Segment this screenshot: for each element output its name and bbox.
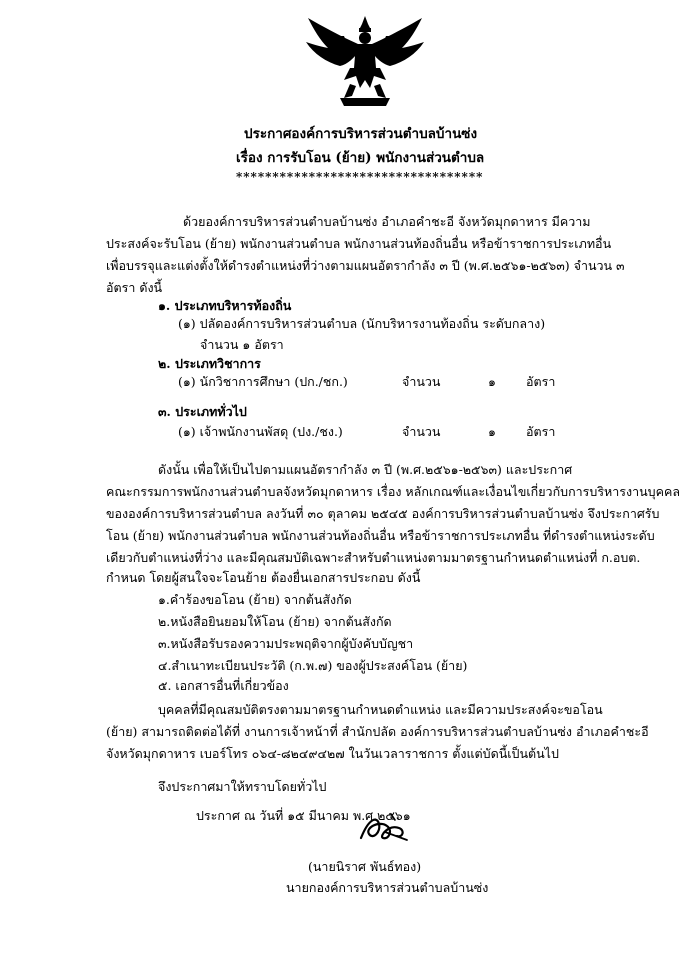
body-line-2: คณะกรรมการพนักงานส่วนตำบลจังหวัดมุกดาหาร เรื่อง หลักเกณฑ์และเงื่อนไขเกี่ยวกับการบริหารงานบุคคล <box>106 484 680 499</box>
signature-icon <box>355 810 425 850</box>
intro-line-1: ด้วยองค์การบริหารส่วนตำบลบ้านซ่ง อำเภอคำชะอี จังหวัดมุกดาหาร มีความ <box>183 214 591 229</box>
body-line-3: ขององค์การบริหารส่วนตำบล ลงวันที่ ๓๐ ตุลาคม ๒๕๔๕ องค์การบริหารส่วนตำบลบ้านซ่ง จึงประกาศรับ <box>106 506 660 521</box>
category-2-position: (๑) นักวิชาการศึกษา (ปก./ชก.) <box>178 374 348 389</box>
document-item-2: ๒.หนังสือยินยอมให้โอน (ย้าย) จากต้นสังกัด <box>158 614 392 629</box>
category-2-amount: ๑ <box>488 374 496 389</box>
body-line-4: โอน (ย้าย) พนักงานส่วนตำบล พนักงานส่วนท้องถิ่นอื่น หรือข้าราชการประเภทอื่น ที่ดำรงตำแหน่งระดับ <box>106 528 655 543</box>
category-3-position: (๑) เจ้าพนักงานพัสดุ (ปง./ชง.) <box>178 424 343 439</box>
category-1-amount: จำนวน ๑ อัตรา <box>200 337 284 352</box>
body-line-1: ดังนั้น เพื่อให้เป็นไปตามแผนอัตรากำลัง ๓ ปี (พ.ศ.๒๕๖๑-๒๕๖๓) และประกาศ <box>158 462 573 477</box>
body-line-5: เดียวกับตำแหน่งที่ว่าง และมีคุณสมบัติเฉพาะสำหรับตำแหน่งตามมาตรฐานกำหนดตำแหน่งที่ ก.อบต. <box>106 550 641 565</box>
announcement-date: ประกาศ ณ วันที่ ๑๕ มีนาคม พ.ศ.๒๕๖๑ <box>196 808 411 823</box>
document-item-3: ๓.หนังสือรับรองความประพฤติจากผู้บังคับบัญชา <box>158 636 414 651</box>
category-3-amount: ๑ <box>488 424 496 439</box>
category-2-heading: ๒. ประเภทวิชาการ <box>158 356 261 371</box>
category-1-heading: ๑. ประเภทบริหารท้องถิ่น <box>158 298 292 313</box>
intro-line-3: เพื่อบรรจุและแต่งตั้งให้ดำรงตำแหน่งที่ว่างตามแผนอัตรากำลัง ๓ ปี (พ.ศ.๒๕๖๑-๒๕๖๓) จำนวน ๓ <box>106 258 625 273</box>
category-1-position: (๑) ปลัดองค์การบริหารส่วนตำบล (นักบริหารงานท้องถิ่น ระดับกลาง) <box>178 316 546 331</box>
category-3-amount-label: จำนวน <box>402 424 441 439</box>
contact-line-2: (ย้าย) สามารถติดต่อได้ที่ งานการเจ้าหน้าที่ สำนักปลัด องค์การบริหารส่วนตำบลบ้านซ่ง อำเภอคำชะอี <box>106 724 649 739</box>
intro-line-4: อัตรา ดังนี้ <box>106 280 163 295</box>
category-3-heading: ๓. ประเภททั่วไป <box>158 404 247 419</box>
contact-line-1: บุคคลที่มีคุณสมบัติตรงตามมาตรฐานกำหนดตำแหน่ง และมีความประสงค์จะขอโอน <box>158 702 603 717</box>
document-item-4: ๔.สำเนาทะเบียนประวัติ (ก.พ.๗) ของผู้ประสงค์โอน (ย้าย) <box>158 658 468 673</box>
category-2-unit: อัตรา <box>526 374 556 389</box>
intro-line-2: ประสงค์จะรับโอน (ย้าย) พนักงานส่วนตำบล พนักงานส่วนท้องถิ่นอื่น หรือข้าราชการประเภทอื่น <box>106 236 612 251</box>
announcement-subject: เรื่อง การรับโอน (ย้าย) พนักงานส่วนตำบล <box>236 150 485 166</box>
announcement-title: ประกาศองค์การบริหารส่วนตำบลบ้านซ่ง <box>244 126 478 142</box>
category-3-unit: อัตรา <box>526 424 556 439</box>
contact-line-3: จังหวัดมุกดาหาร เบอร์โทร ๐๖๔-๘๒๔๙๔๒๗ ในวันเวลาราชการ ตั้งแต่บัดนี้เป็นต้นไป <box>106 746 559 761</box>
document-item-1: ๑.คำร้องขอโอน (ย้าย) จากต้นสังกัด <box>158 592 352 607</box>
body-line-6: กำหนด โดยผู้สนใจจะโอนย้าย ต้องยื่นเอกสารประกอบ ดังนี้ <box>106 570 421 585</box>
closing-statement: จึงประกาศมาให้ทราบโดยทั่วไป <box>158 779 327 794</box>
document-item-5: ๕. เอกสารอื่นที่เกี่ยวข้อง <box>158 678 289 693</box>
stars-divider: ********************************** <box>236 170 484 184</box>
signer-title: นายกองค์การบริหารส่วนตำบลบ้านซ่ง <box>286 880 489 895</box>
category-2-amount-label: จำนวน <box>402 374 441 389</box>
garuda-emblem-icon <box>300 14 430 114</box>
signer-name: (นายนิราศ พันธ์ทอง) <box>308 859 422 874</box>
